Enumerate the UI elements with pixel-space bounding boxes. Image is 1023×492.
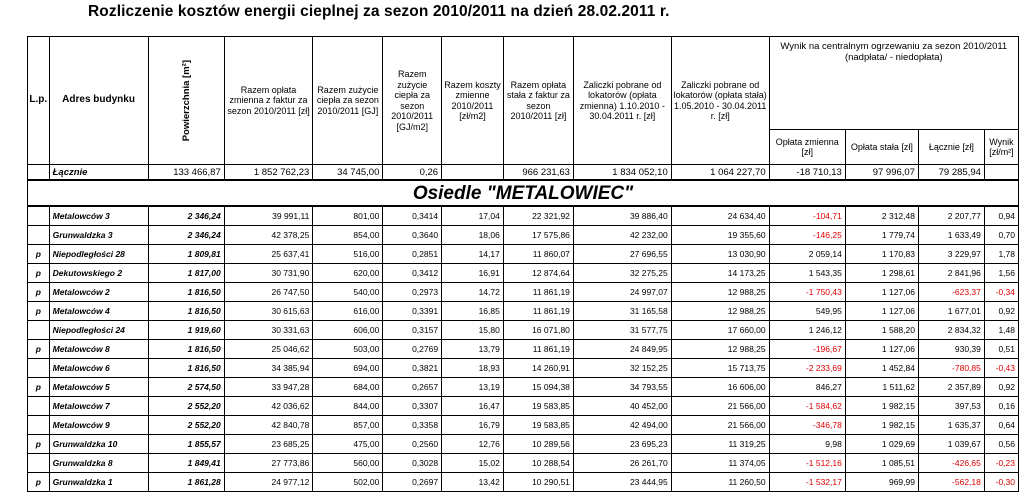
row-cell: 1 127,06	[845, 340, 918, 359]
total-cell: 966 231,63	[503, 165, 573, 181]
row-lp	[28, 454, 50, 473]
row-cell: 1 982,15	[845, 416, 918, 435]
row-cell: 24 997,07	[573, 283, 671, 302]
row-cell: -1 584,62	[769, 397, 845, 416]
row-cell: 16 071,80	[503, 321, 573, 340]
row-cell: 0,3358	[383, 416, 442, 435]
row-cell: 27 773,86	[224, 454, 313, 473]
row-lp	[28, 359, 50, 378]
row-cell: 12 874,64	[503, 264, 573, 283]
total-cell: 1 064 227,70	[671, 165, 769, 181]
row-area: 1 816,50	[148, 359, 224, 378]
row-cell: -104,71	[769, 206, 845, 226]
total-cell: 1 834 052,10	[573, 165, 671, 181]
row-cell: 2 357,89	[918, 378, 984, 397]
row-cell: 42 036,62	[224, 397, 313, 416]
row-lp: p	[28, 378, 50, 397]
row-cell: 32 152,25	[573, 359, 671, 378]
row-cell: 9,98	[769, 435, 845, 454]
row-cell: 19 583,85	[503, 397, 573, 416]
row-cell: 1 635,37	[918, 416, 984, 435]
row-cell: 32 275,25	[573, 264, 671, 283]
row-cell: 30 331,63	[224, 321, 313, 340]
row-cell: -426,65	[918, 454, 984, 473]
row-cell: 684,00	[313, 378, 383, 397]
row-lp	[28, 397, 50, 416]
table-body	[28, 165, 1019, 492]
row-lp: p	[28, 245, 50, 264]
row-cell: 475,00	[313, 435, 383, 454]
row-cell: 11 260,50	[671, 473, 769, 492]
table-row	[28, 416, 1019, 435]
row-cell: -623,37	[918, 283, 984, 302]
table-row	[28, 454, 1019, 473]
row-cell: 10 290,51	[503, 473, 573, 492]
row-cell: 1 677,01	[918, 302, 984, 321]
row-cell: 1 127,06	[845, 283, 918, 302]
row-cell: 969,99	[845, 473, 918, 492]
col-area-header	[148, 37, 224, 165]
row-cell: 516,00	[313, 245, 383, 264]
col-address-header: Adres budynku	[49, 37, 148, 165]
row-area: 1 849,41	[148, 454, 224, 473]
row-area: 2 346,24	[148, 226, 224, 245]
row-cell: 42 494,00	[573, 416, 671, 435]
row-cell: 0,92	[984, 378, 1018, 397]
row-cell: 13,19	[442, 378, 504, 397]
row-cell: 17,04	[442, 206, 504, 226]
result-group-header: Wynik na centralnym ogrzewaniu za sezon 2010/2011 (nadpłata/ - niedopłata)	[769, 37, 1018, 130]
total-cell: 97 996,07	[845, 165, 918, 181]
row-cell: -1 532,17	[769, 473, 845, 492]
row-cell: 0,3157	[383, 321, 442, 340]
row-cell: 13 030,90	[671, 245, 769, 264]
row-cell: -0,23	[984, 454, 1018, 473]
row-cell: 11 319,25	[671, 435, 769, 454]
row-area: 1 809,81	[148, 245, 224, 264]
row-cell: 42 378,25	[224, 226, 313, 245]
row-cell: 0,3028	[383, 454, 442, 473]
col-fixed-invoice-header: Razem opłata stała z faktur za sezon 2010/2011 [zł]	[503, 37, 573, 165]
total-cell: 34 745,00	[313, 165, 383, 181]
row-cell: 854,00	[313, 226, 383, 245]
row-cell: -346,78	[769, 416, 845, 435]
row-cell: -0,43	[984, 359, 1018, 378]
row-cell: 1 588,20	[845, 321, 918, 340]
row-cell: 0,3640	[383, 226, 442, 245]
row-cell: 15 094,38	[503, 378, 573, 397]
row-cell: 16,91	[442, 264, 504, 283]
row-cell: 0,56	[984, 435, 1018, 454]
row-cell: 846,27	[769, 378, 845, 397]
row-cell: 24 634,40	[671, 206, 769, 226]
row-lp: p	[28, 302, 50, 321]
row-cell: -0,30	[984, 473, 1018, 492]
row-cell: 12 988,25	[671, 283, 769, 302]
total-cell: -18 710,13	[769, 165, 845, 181]
row-address: Grunwaldzka 8	[49, 454, 148, 473]
row-cell: 30 731,90	[224, 264, 313, 283]
col-heat-gjm2-header: Razem zużycie ciepła za sezon 2010/2011 [GJ/m2]	[383, 37, 442, 165]
row-cell: 22 321,92	[503, 206, 573, 226]
row-cell: 1 982,15	[845, 397, 918, 416]
col-variable-costs-m2-header: Razem koszty zmienne 2010/2011 [zł/m2]	[442, 37, 504, 165]
col-advance-variable-header: Zaliczki pobrane od lokatorów (opłata zmienna) 1.10.2010 - 30.04.2011 r. [zł]	[573, 37, 671, 165]
row-cell: 16,85	[442, 302, 504, 321]
row-cell: 0,3821	[383, 359, 442, 378]
row-cell: 21 566,00	[671, 416, 769, 435]
row-cell: 0,3412	[383, 264, 442, 283]
row-cell: 11 860,07	[503, 245, 573, 264]
table-row	[28, 283, 1019, 302]
row-cell: 25 637,41	[224, 245, 313, 264]
row-cell: 17 660,00	[671, 321, 769, 340]
row-cell: 0,92	[984, 302, 1018, 321]
row-cell: 14 173,25	[671, 264, 769, 283]
row-cell: 1 298,61	[845, 264, 918, 283]
row-address: Grunwaldzka 10	[49, 435, 148, 454]
row-address: Dekutowskiego 2	[49, 264, 148, 283]
total-cell: 79 285,94	[918, 165, 984, 181]
total-cell: 1 852 762,23	[224, 165, 313, 181]
table-row	[28, 473, 1019, 492]
area-header-text: Powierzchnia [m²]	[180, 59, 192, 142]
row-cell: 0,2851	[383, 245, 442, 264]
row-lp: p	[28, 473, 50, 492]
row-lp: p	[28, 283, 50, 302]
row-cell: 25 046,62	[224, 340, 313, 359]
row-cell: 0,2769	[383, 340, 442, 359]
row-cell: 0,2973	[383, 283, 442, 302]
row-area: 1 817,00	[148, 264, 224, 283]
row-cell: 11 861,19	[503, 302, 573, 321]
col-result-total-header: Łącznie [zł]	[918, 130, 984, 165]
row-cell: 34 385,94	[224, 359, 313, 378]
row-cell: 930,39	[918, 340, 984, 359]
row-address: Niepodległości 28	[49, 245, 148, 264]
table-row	[28, 435, 1019, 454]
row-cell: 0,2560	[383, 435, 442, 454]
row-cell: 31 165,58	[573, 302, 671, 321]
col-heat-gj-header: Razem zużycie ciepła za sezon 2010/2011 [GJ]	[313, 37, 383, 165]
row-address: Metalowców 2	[49, 283, 148, 302]
row-lp	[28, 416, 50, 435]
row-area: 1 919,60	[148, 321, 224, 340]
row-address: Metalowców 3	[49, 206, 148, 226]
row-cell: 0,94	[984, 206, 1018, 226]
row-cell: 19 583,85	[503, 416, 573, 435]
col-lp-header: L.p.	[28, 37, 50, 165]
row-cell: 1 170,83	[845, 245, 918, 264]
header-row-main	[28, 37, 1019, 130]
row-cell: 0,3307	[383, 397, 442, 416]
row-cell: 14,17	[442, 245, 504, 264]
row-cell: 1 543,35	[769, 264, 845, 283]
row-cell: 42 232,00	[573, 226, 671, 245]
row-cell: 1 511,62	[845, 378, 918, 397]
row-cell: 2 312,48	[845, 206, 918, 226]
table-row	[28, 226, 1019, 245]
row-lp: p	[28, 340, 50, 359]
estate-row	[28, 180, 1019, 206]
row-cell: 40 452,00	[573, 397, 671, 416]
row-cell: -1 512,16	[769, 454, 845, 473]
row-area: 2 346,24	[148, 206, 224, 226]
row-cell: 694,00	[313, 359, 383, 378]
table-row	[28, 340, 1019, 359]
row-area: 1 861,28	[148, 473, 224, 492]
row-cell: 620,00	[313, 264, 383, 283]
row-cell: 560,00	[313, 454, 383, 473]
row-cell: 844,00	[313, 397, 383, 416]
row-cell: -562,18	[918, 473, 984, 492]
row-address: Metalowców 9	[49, 416, 148, 435]
row-cell: 18,93	[442, 359, 504, 378]
total-cell	[442, 165, 504, 181]
row-cell: 549,95	[769, 302, 845, 321]
row-cell: 15 713,75	[671, 359, 769, 378]
row-cell: 0,70	[984, 226, 1018, 245]
row-cell: 503,00	[313, 340, 383, 359]
row-cell: -1 750,43	[769, 283, 845, 302]
table-row	[28, 359, 1019, 378]
col-result-m2-header: Wynik [zł/m²]	[984, 130, 1018, 165]
row-cell: 2 841,96	[918, 264, 984, 283]
row-cell: 21 566,00	[671, 397, 769, 416]
table-row	[28, 378, 1019, 397]
total-cell: 133 466,87	[148, 165, 224, 181]
row-cell: 0,64	[984, 416, 1018, 435]
row-cell: 2 059,14	[769, 245, 845, 264]
row-cell: 27 696,55	[573, 245, 671, 264]
row-cell: 24 849,95	[573, 340, 671, 359]
row-area: 2 552,20	[148, 416, 224, 435]
row-lp: p	[28, 264, 50, 283]
row-cell: 10 288,54	[503, 454, 573, 473]
row-cell: 0,51	[984, 340, 1018, 359]
row-cell: 24 977,12	[224, 473, 313, 492]
row-cell: -780,85	[918, 359, 984, 378]
row-cell: 1 246,12	[769, 321, 845, 340]
row-cell: 397,53	[918, 397, 984, 416]
row-area: 2 552,20	[148, 397, 224, 416]
row-address: Grunwaldzka 3	[49, 226, 148, 245]
row-cell: 11 374,05	[671, 454, 769, 473]
estate-title: Osiedle "METALOWIEC"	[28, 180, 1019, 206]
row-cell: 1 633,49	[918, 226, 984, 245]
row-cell: 26 747,50	[224, 283, 313, 302]
row-lp	[28, 321, 50, 340]
row-cell: 13,79	[442, 340, 504, 359]
col-result-fixed-header: Opłata stała [zł]	[845, 130, 918, 165]
row-address: Metalowców 5	[49, 378, 148, 397]
row-address: Metalowców 6	[49, 359, 148, 378]
row-cell: 23 695,23	[573, 435, 671, 454]
row-area: 2 574,50	[148, 378, 224, 397]
row-cell: 23 444,95	[573, 473, 671, 492]
total-label: Łącznie	[49, 165, 148, 181]
row-cell: 3 229,97	[918, 245, 984, 264]
table-row	[28, 302, 1019, 321]
row-lp: p	[28, 435, 50, 454]
row-cell: 1 029,69	[845, 435, 918, 454]
row-cell: 616,00	[313, 302, 383, 321]
col-variable-invoice-header: Razem opłata zmienna z faktur za sezon 2010/2011 [zł]	[224, 37, 313, 165]
row-cell: 12,76	[442, 435, 504, 454]
row-cell: 0,16	[984, 397, 1018, 416]
row-cell: 857,00	[313, 416, 383, 435]
total-cell: 0,26	[383, 165, 442, 181]
row-cell: 39 991,11	[224, 206, 313, 226]
row-cell: 1,56	[984, 264, 1018, 283]
row-cell: 33 947,28	[224, 378, 313, 397]
row-cell: 15,02	[442, 454, 504, 473]
row-lp	[28, 226, 50, 245]
row-address: Metalowców 4	[49, 302, 148, 321]
row-cell: 0,3391	[383, 302, 442, 321]
row-cell: -146,25	[769, 226, 845, 245]
row-cell: 0,2697	[383, 473, 442, 492]
table-row	[28, 245, 1019, 264]
row-cell: 15,80	[442, 321, 504, 340]
table-row	[28, 321, 1019, 340]
row-cell: -2 233,69	[769, 359, 845, 378]
row-address: Niepodległości 24	[49, 321, 148, 340]
row-cell: 1 452,84	[845, 359, 918, 378]
row-cell: 502,00	[313, 473, 383, 492]
row-cell: 23 685,25	[224, 435, 313, 454]
row-cell: 14 260,91	[503, 359, 573, 378]
row-cell: 30 615,63	[224, 302, 313, 321]
row-cell: 1 085,51	[845, 454, 918, 473]
row-cell: 16,47	[442, 397, 504, 416]
row-cell: 540,00	[313, 283, 383, 302]
row-area: 1 816,50	[148, 283, 224, 302]
row-cell: 1,48	[984, 321, 1018, 340]
row-cell: -196,67	[769, 340, 845, 359]
row-cell: 2 834,32	[918, 321, 984, 340]
row-address: Metalowców 8	[49, 340, 148, 359]
row-cell: 13,42	[442, 473, 504, 492]
row-cell: 1 039,67	[918, 435, 984, 454]
row-cell: 1,78	[984, 245, 1018, 264]
row-cell: 16 606,00	[671, 378, 769, 397]
row-cell: 34 793,55	[573, 378, 671, 397]
table-row	[28, 397, 1019, 416]
report-title: Rozliczenie kosztów energii cieplnej za sezon 2010/2011 na dzień 28.02.2011 r.	[88, 3, 670, 20]
row-cell: 19 355,60	[671, 226, 769, 245]
total-cell	[984, 165, 1018, 181]
row-cell: 0,2657	[383, 378, 442, 397]
row-cell: 11 861,19	[503, 340, 573, 359]
row-cell: 39 886,40	[573, 206, 671, 226]
row-cell: 1 779,74	[845, 226, 918, 245]
total-lp	[28, 165, 50, 181]
row-cell: 606,00	[313, 321, 383, 340]
row-cell: 18,06	[442, 226, 504, 245]
row-cell: 14,72	[442, 283, 504, 302]
row-cell: 12 988,25	[671, 340, 769, 359]
row-cell: 26 261,70	[573, 454, 671, 473]
row-area: 1 855,57	[148, 435, 224, 454]
row-address: Grunwaldzka 1	[49, 473, 148, 492]
row-cell: 12 988,25	[671, 302, 769, 321]
row-cell: 17 575,86	[503, 226, 573, 245]
row-cell: 31 577,75	[573, 321, 671, 340]
row-cell: 10 289,56	[503, 435, 573, 454]
col-advance-fixed-header: Zaliczki pobrane od lokatorów (opłata stała) 1.05.2010 - 30.04.2011 r. [zł]	[671, 37, 769, 165]
row-cell: 42 840,78	[224, 416, 313, 435]
table-row	[28, 264, 1019, 283]
row-area: 1 816,50	[148, 340, 224, 359]
total-row	[28, 165, 1019, 181]
row-cell: 801,00	[313, 206, 383, 226]
row-address: Metalowców 7	[49, 397, 148, 416]
row-cell: -0,34	[984, 283, 1018, 302]
col-result-variable-header: Opłata zmienna [zł]	[769, 130, 845, 165]
row-lp	[28, 206, 50, 226]
row-cell: 16,79	[442, 416, 504, 435]
table-row	[28, 206, 1019, 226]
row-cell: 1 127,06	[845, 302, 918, 321]
row-area: 1 816,50	[148, 302, 224, 321]
row-cell: 2 207,77	[918, 206, 984, 226]
row-cell: 11 861,19	[503, 283, 573, 302]
row-cell: 0,3414	[383, 206, 442, 226]
